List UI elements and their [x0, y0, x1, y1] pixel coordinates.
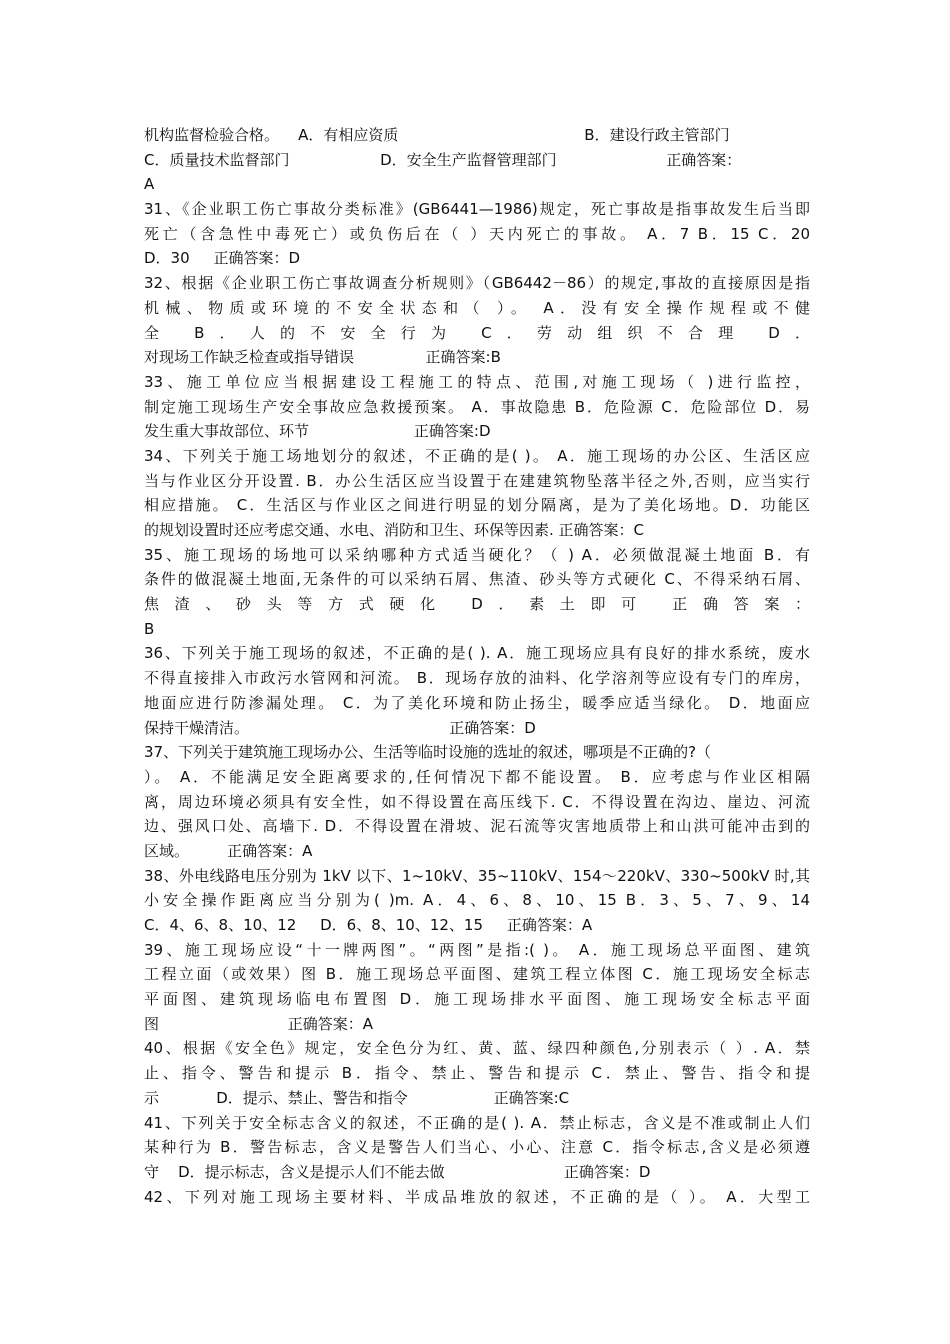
text-line: 41、下列关于安全标志含义的叙述，不正确的是( ). A．禁止标志，含义是不准或制止人们: [144, 1113, 810, 1132]
text-line: 工程立面（或效果）图 B．施工现场总平面图、建筑工程立体图 C．施工现场安全标志: [144, 965, 810, 984]
text-line: A: [144, 175, 155, 194]
text-line: 机构监督检验合格。 A．有相应资质 B．建设行政主管部门: [144, 126, 730, 144]
text-line: 当与作业区分开设置. B．办公生活区应当设置于在建建筑物坠落半径之外,否则，应当实行: [144, 471, 810, 490]
text-line: 38、外电线路电压分别为 1kV 以下、1~10kV、35~110kV、154～220kV、330~500kV 时,其: [144, 866, 810, 885]
text-line: 机械、物质或环境的不安全状态和（ ）。 A．没有安全操作规程或不健: [144, 298, 810, 317]
text-line: 某种行为 B．警告标志，含义是警告人们当心、小心、注意 C．指令标志,含义是必须遵: [144, 1138, 810, 1157]
text-line: 止、指令、警告和提示 B．指令、禁止、警告和提示 C．禁止、警告、指令和提: [144, 1064, 810, 1083]
text-line: 条件的做混凝土地面,无条件的可以采纳石屑、焦渣、砂头等方式硬化 C、不得采纳石屑、: [144, 570, 810, 589]
text-line: 小安全操作距离应当分别为( )m. A．4、6、8、10、15 B．3、5、7、9、14: [144, 891, 810, 910]
text-line: 相应措施。 C．生活区与作业区之间进行明显的划分隔离，是为了美化场地。D．功能区: [144, 496, 810, 515]
text-line: 发生重大事故部位、环节 正确答案:D: [144, 422, 491, 441]
text-line: 42、下列对施工现场主要材料、半成品堆放的叙述，不正确的是（ ）。 A．大型工: [144, 1187, 810, 1206]
text-line: 37、下列关于建筑施工现场办公、生活等临时设施的选址的叙述，哪项是不正确的?（: [144, 743, 712, 762]
text-line: 全 B．人的不安全行为 C．劳动组织不合理 D．: [144, 323, 810, 342]
text-line: C．4、6、8、10、12 D．6、8、10、12、15 正确答案：A: [144, 916, 593, 934]
text-line: 36、下列关于施工现场的叙述，不正确的是( ). A．施工现场应具有良好的排水系统，废水: [144, 644, 810, 663]
text-line: 31、《企业职工伤亡事故分类标准》(GB6441—1986)规定，死亡事故是指事故发生后当即: [144, 200, 810, 219]
text-line: ）。 A．不能满足安全距离要求的,任何情况下都不能设置。 B．应考虑与作业区相隔: [144, 767, 810, 786]
text-line: 40、根据《安全色》规定，安全色分为红、黄、蓝、绿四种颜色,分别表示（ ）. A．禁: [144, 1039, 810, 1058]
text-line: 焦渣、砂头等方式硬化 D．素土即可 正确答案：: [144, 595, 810, 614]
text-line: 32、根据《企业职工伤亡事故调查分析规则》（GB6442－86）的规定,事故的直接原因是指: [144, 274, 810, 293]
text-line: 离，周边环境必须具有安全性，如不得设置在高压线下. C．不得设置在沟边、崖边、河流: [144, 792, 810, 811]
text-line: 33、施工单位应当根据建设工程施工的特点、范围,对施工现场（ )进行监控，: [144, 372, 810, 391]
text-line: 保持干燥清洁。 正确答案：D: [144, 718, 536, 737]
document-page: [144, 123, 810, 1209]
text-line: 平面图、建筑现场临电布置图 D．施工现场排水平面图、施工现场安全标志平面: [144, 990, 810, 1009]
text-line: 守 D．提示标志，含义是提示人们不能去做 正确答案：D: [144, 1162, 651, 1181]
text-line: 39、施工现场应设“十一牌两图”。“两图”是指:( )。 A．施工现场总平面图、建筑: [144, 940, 810, 959]
text-line: 对现场工作缺乏检查或指导错误 正确答案:B: [144, 348, 501, 367]
text-line: 的规划设置时还应考虑交通、水电、消防和卫生、环保等因素. 正确答案：C: [144, 521, 645, 539]
text-line: 边、强风口处、高墙下. D．不得设置在滑坡、泥石流等灾害地质带上和山洪可能冲击到的: [144, 817, 810, 836]
text-line: D．30 正确答案：D: [144, 249, 301, 268]
text-line: 区域。 正确答案：A: [144, 841, 313, 860]
text-line: 地面应进行防渗漏处理。 C．为了美化环境和防止扬尘，暖季应适当绿化。 D．地面应: [144, 693, 810, 712]
text-line: 死亡（含急性中毒死亡）或负伤后在（ ）天内死亡的事故。 A．7 B．15 C．20: [144, 224, 810, 243]
text-line: 35、施工现场的场地可以采纳哪种方式适当硬化？（ ) A．必须做混凝土地面 B．有: [144, 545, 810, 564]
text-line: 制定施工现场生产安全事故应急救援预案。 A．事故隐患 B．危险源 C．危险部位 D．易: [144, 397, 810, 416]
text-line: 34、下列关于施工场地划分的叙述，不正确的是( )。 A．施工现场的办公区、生活区应: [144, 446, 810, 465]
text-line: C．质量技术监督部门 D．安全生产监督管理部门 正确答案：: [144, 150, 742, 169]
text-line: 不得直接排入市政污水管网和河流。 B．现场存放的油料、化学溶剂等应设有专门的库房，: [144, 669, 810, 688]
text-line: 图 正确答案：A: [144, 1014, 373, 1033]
text-line: 示 D．提示、禁止、警告和指令 正确答案:C: [144, 1088, 570, 1107]
text-line: B: [144, 619, 155, 638]
